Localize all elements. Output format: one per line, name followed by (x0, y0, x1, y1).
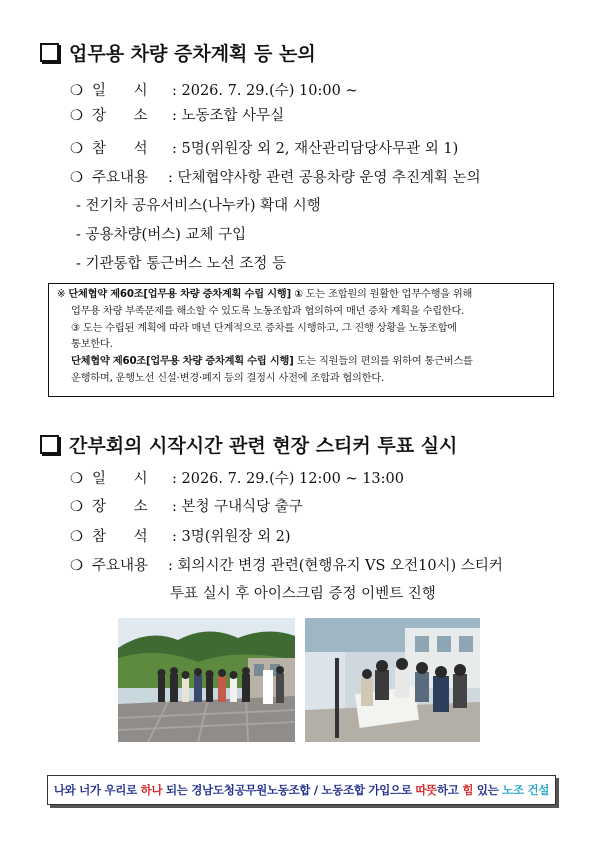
union-slogan-banner (47, 775, 556, 805)
circle-bullet-icon: ❍ (70, 170, 83, 186)
section2-row-place (70, 497, 303, 517)
row-label: 주요내용 (92, 558, 149, 574)
collective-agreement-note (48, 283, 554, 397)
note-text: 업무용 차량 부족문제를 해소할 수 있도록 노동조합과 협의하여 매년 증차 계획을 수립한다. (71, 305, 465, 317)
section1-row-date (70, 81, 358, 101)
slogan-highlight-cyan: 노조 건설 (502, 783, 550, 797)
row-label: 장 소 (92, 499, 148, 515)
checkbox-square-icon (40, 435, 59, 454)
section1-sub-item: - 기관통합 통근버스 노선 조정 등 (76, 256, 287, 272)
section1-row-attendees (70, 139, 458, 159)
section2-row-agenda (70, 556, 503, 576)
section1-title (40, 37, 316, 67)
note-text: 운행하며, 운행노선 신설·변경·폐지 등의 결정시 사전에 조합과 협의한다. (71, 372, 385, 384)
circle-bullet-icon: ❍ (70, 83, 83, 99)
checkbox-square-icon (40, 43, 59, 62)
circle-bullet-icon: ❍ (70, 558, 83, 574)
row-label: 일 시 (92, 471, 148, 487)
section1-sub-item: - 공용차량(버스) 교체 구입 (76, 227, 247, 243)
event-photo-left (118, 618, 295, 742)
row-label: 일 시 (92, 83, 148, 99)
note-text: 도는 직원들의 편의를 위하여 통근버스를 (293, 356, 473, 368)
slogan-text: 하고 (437, 783, 463, 797)
circle-bullet-icon: ❍ (70, 499, 83, 515)
sticker-vote-photo-icon (305, 618, 480, 742)
row-value: : 단체협약사항 관련 공용차량 운영 추진계획 논의 (168, 170, 481, 186)
section1-row-agenda (70, 168, 481, 188)
event-photo-right (305, 618, 480, 742)
row-label: 참 석 (92, 529, 148, 545)
note-article-title: 단체협약 제60조[업무용 차량 증차계획 수립 시행] ① (68, 289, 303, 300)
row-value: : 2026. 7. 29.(수) 10:00 ~ (172, 83, 358, 99)
row-value: : 3명(위원장 외 2) (172, 529, 291, 545)
voting-crowd-photo-icon (118, 618, 295, 742)
slogan-text: 되는 경남도청공무원노동조합 / 노동조합 가입으로 (162, 783, 416, 797)
note-text: 통보한다. (71, 339, 113, 351)
slogan-text: 있는 (473, 783, 503, 797)
slogan-text: 나와 너가 우리로 (53, 783, 141, 797)
section1-title-text: 업무용 차량 증차계획 등 논의 (69, 42, 316, 65)
row-label: 장 소 (92, 108, 148, 124)
circle-bullet-icon: ❍ (70, 471, 83, 487)
slogan-highlight-red: 하나 (140, 783, 163, 797)
note-text: 도는 조합원의 원활한 업무수행을 위해 (302, 289, 473, 300)
note-text: ③ 도는 수립된 계획에 따라 매년 단계적으로 증차를 시행하고, 그 진행 상황을 노동조합에 (71, 322, 457, 334)
circle-bullet-icon: ❍ (70, 108, 83, 124)
section2-row-attendees (70, 527, 291, 547)
section1-row-place (70, 106, 284, 126)
row-value: : 2026. 7. 29.(수) 12:00 ~ 13:00 (172, 471, 404, 487)
slogan-highlight-red: 따뜻 (415, 783, 437, 797)
row-value: : 본청 구내식당 출구 (172, 499, 303, 515)
circle-bullet-icon: ❍ (70, 529, 83, 545)
note-article-title: 단체협약 제60조[업무용 차량 증차계획 수립 시행] (71, 356, 294, 368)
slogan-highlight-red: 힘 (462, 783, 474, 797)
row-value: : 5명(위원장 외 2, 재산관리담당사무관 외 1) (172, 141, 459, 157)
circle-bullet-icon: ❍ (70, 141, 83, 157)
section2-row-date (70, 469, 404, 489)
row-value: : 노동조합 사무실 (172, 108, 285, 124)
section2-agenda-continuation: 투표 실시 후 아이스크림 증정 이벤트 진행 (170, 586, 436, 602)
row-value: : 회의시간 변경 관련(현행유지 VS 오전10시) 스티커 (168, 558, 503, 574)
row-label: 참 석 (92, 141, 148, 157)
note-prefix: ※ (57, 289, 69, 300)
section1-sub-item: - 전기차 공유서비스(나누카) 확대 시행 (76, 198, 321, 214)
row-label: 주요내용 (92, 170, 149, 186)
section2-title (40, 429, 457, 459)
section2-title-text: 간부회의 시작시간 관련 현장 스티커 투표 실시 (69, 434, 458, 457)
